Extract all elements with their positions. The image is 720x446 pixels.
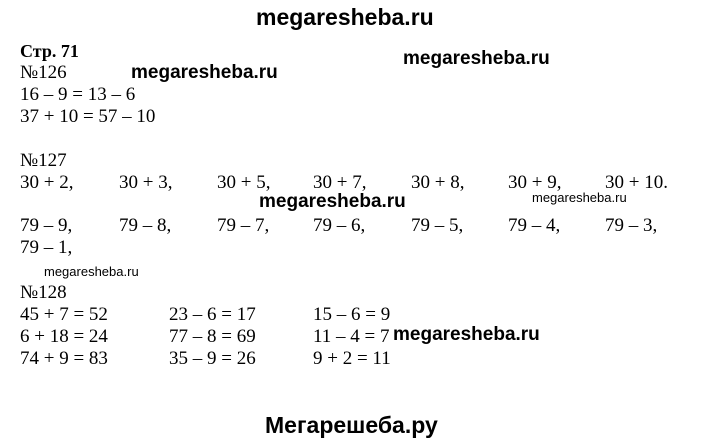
equation: 11 – 4 = 7 (313, 326, 390, 347)
expression: 79 – 6, (313, 215, 366, 236)
expression: 79 – 4, (508, 215, 561, 236)
watermark-2: megaresheba.ru (403, 48, 550, 69)
expression: 79 – 5, (411, 215, 464, 236)
task-126-number: №126 (20, 62, 67, 83)
expression: 30 + 7, (313, 172, 367, 193)
equation: 15 – 6 = 9 (313, 304, 391, 325)
expression: 79 – 8, (119, 215, 172, 236)
task-126-line-1: 16 – 9 = 13 – 6 (20, 84, 136, 105)
task-128-number: №128 (20, 282, 67, 303)
watermark-4: megaresheba.ru (532, 190, 627, 205)
expression: 30 + 9, (508, 172, 562, 193)
watermark-5: megaresheba.ru (44, 264, 139, 279)
header-watermark: megaresheba.ru (256, 4, 434, 30)
equation: 6 + 18 = 24 (20, 326, 108, 347)
expression: 79 – 1, (20, 237, 73, 258)
page-label: Стр. 71 (20, 41, 79, 61)
footer-watermark: Мегарешеба.ру (265, 412, 438, 438)
expression: 30 + 10. (605, 172, 668, 193)
expression: 79 – 9, (20, 215, 73, 236)
expression: 30 + 5, (217, 172, 271, 193)
equation: 74 + 9 = 83 (20, 348, 108, 369)
expression: 30 + 3, (119, 172, 173, 193)
equation: 9 + 2 = 11 (313, 348, 391, 369)
task-126-line-2: 37 + 10 = 57 – 10 (20, 106, 156, 127)
watermark-6: megaresheba.ru (393, 324, 540, 345)
equation: 23 – 6 = 17 (169, 304, 256, 325)
equation: 45 + 7 = 52 (20, 304, 108, 325)
expression: 30 + 2, (20, 172, 74, 193)
equation: 77 – 8 = 69 (169, 326, 256, 347)
expression: 79 – 3, (605, 215, 658, 236)
expression: 79 – 7, (217, 215, 270, 236)
watermark-1: megaresheba.ru (131, 62, 278, 83)
expression: 30 + 8, (411, 172, 465, 193)
watermark-3: megaresheba.ru (259, 191, 406, 212)
task-127-number: №127 (20, 150, 67, 171)
equation: 35 – 9 = 26 (169, 348, 256, 369)
